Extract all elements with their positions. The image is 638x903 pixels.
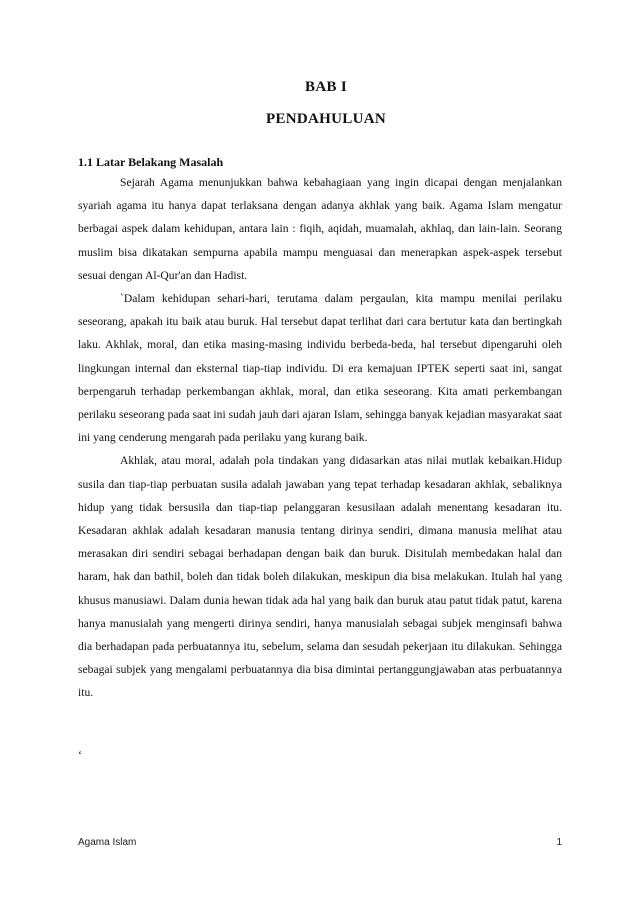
paragraph-1: Sejarah Agama menunjukkan bahwa kebahagiaan yang ingin dicapai dengan menjalankan syariah agama itu hanya dapat terlaksana dengan adanya akhlak yang baik. Agama Islam mengatur berbagai aspek dalam kehidupan, antara lain : fiqih, aqidah, muamalah, akhlaq, dan lain-lain. Seorang muslim bisa dikatakan sempurna apabila mampu menguasai dan menerapkan aspek-aspek tersebut sesuai dengan Al-Qur'an dan Hadist. <box>78 176 562 282</box>
stray-mark: ‘ <box>78 748 82 762</box>
page-number: 1 <box>556 837 562 848</box>
page-footer <box>78 837 562 848</box>
section-heading: 1.1 Latar Belakang Masalah <box>78 155 224 169</box>
footer-course-title: Agama Islam <box>78 837 137 848</box>
paragraph-2: `Dalam kehidupan sehari-hari, terutama dalam pergaulan, kita mampu menilai perilaku seseorang, apakah itu baik atau buruk. Hal tersebut dapat terlihat dari cara bertutur kata dan bertingkah laku. Akhlak, moral, dan etika masing-masing individu berbeda-beda, hal tersebut dipengaruhi oleh lingkungan internal dan eksternal tiap-tiap individu. Di era kemajuan IPTEK seperti saat ini, sangat berpengaruh terhadap perkembangan akhlak, moral, dan etika seseorang. Kita amati perkembangan perilaku seseorang pada saat ini sudah jauh dari ajaran Islam, sehingga banyak kejadian masyarakat saat ini yang cenderung mengarah pada perilaku yang kurang baik. <box>78 292 562 445</box>
chapter-title: PENDAHULUAN <box>266 111 386 127</box>
chapter-number: BAB I <box>305 79 347 95</box>
body-text <box>78 171 562 705</box>
paragraph-3: Akhlak, atau moral, adalah pola tindakan yang didasarkan atas nilai mutlak kebaikan.Hidup susila dan tiap-tiap perbuatan susila adalah jawaban yang tepat terhadap kesadaran akhlak, sebaliknya hidup yang tidak bersusila dan tiap-tiap pelanggaran kesusilaan adalah menentang kesadaran itu. Kesadaran akhlak adalah kesadaran manusia tentang dirinya sendiri, dimana manusia melihat atau merasakan diri sendiri sebagai berhadapan dengan baik dan buruk. Disitulah membedakan halal dan haram, hak dan bathil, boleh dan tidak boleh dilakukan, meskipun dia bisa melakukan. Itulah hal yang khusus manusiawi. Dalam dunia hewan tidak ada hal yang baik dan buruk atau patut tidak patut, karena hanya manusialah yang mengerti dirinya sendiri, hanya manusialah sebagai subjek menginsafi bahwa dia berhadapan pada perbuatannya itu, sebelum, selama dan sesudah pekerjaan itu dilakukan. Sehingga sebagai subjek yang mengalami perbuatannya dia bisa dimintai pertanggungjawaban atas perbuatannya itu. <box>78 454 562 700</box>
